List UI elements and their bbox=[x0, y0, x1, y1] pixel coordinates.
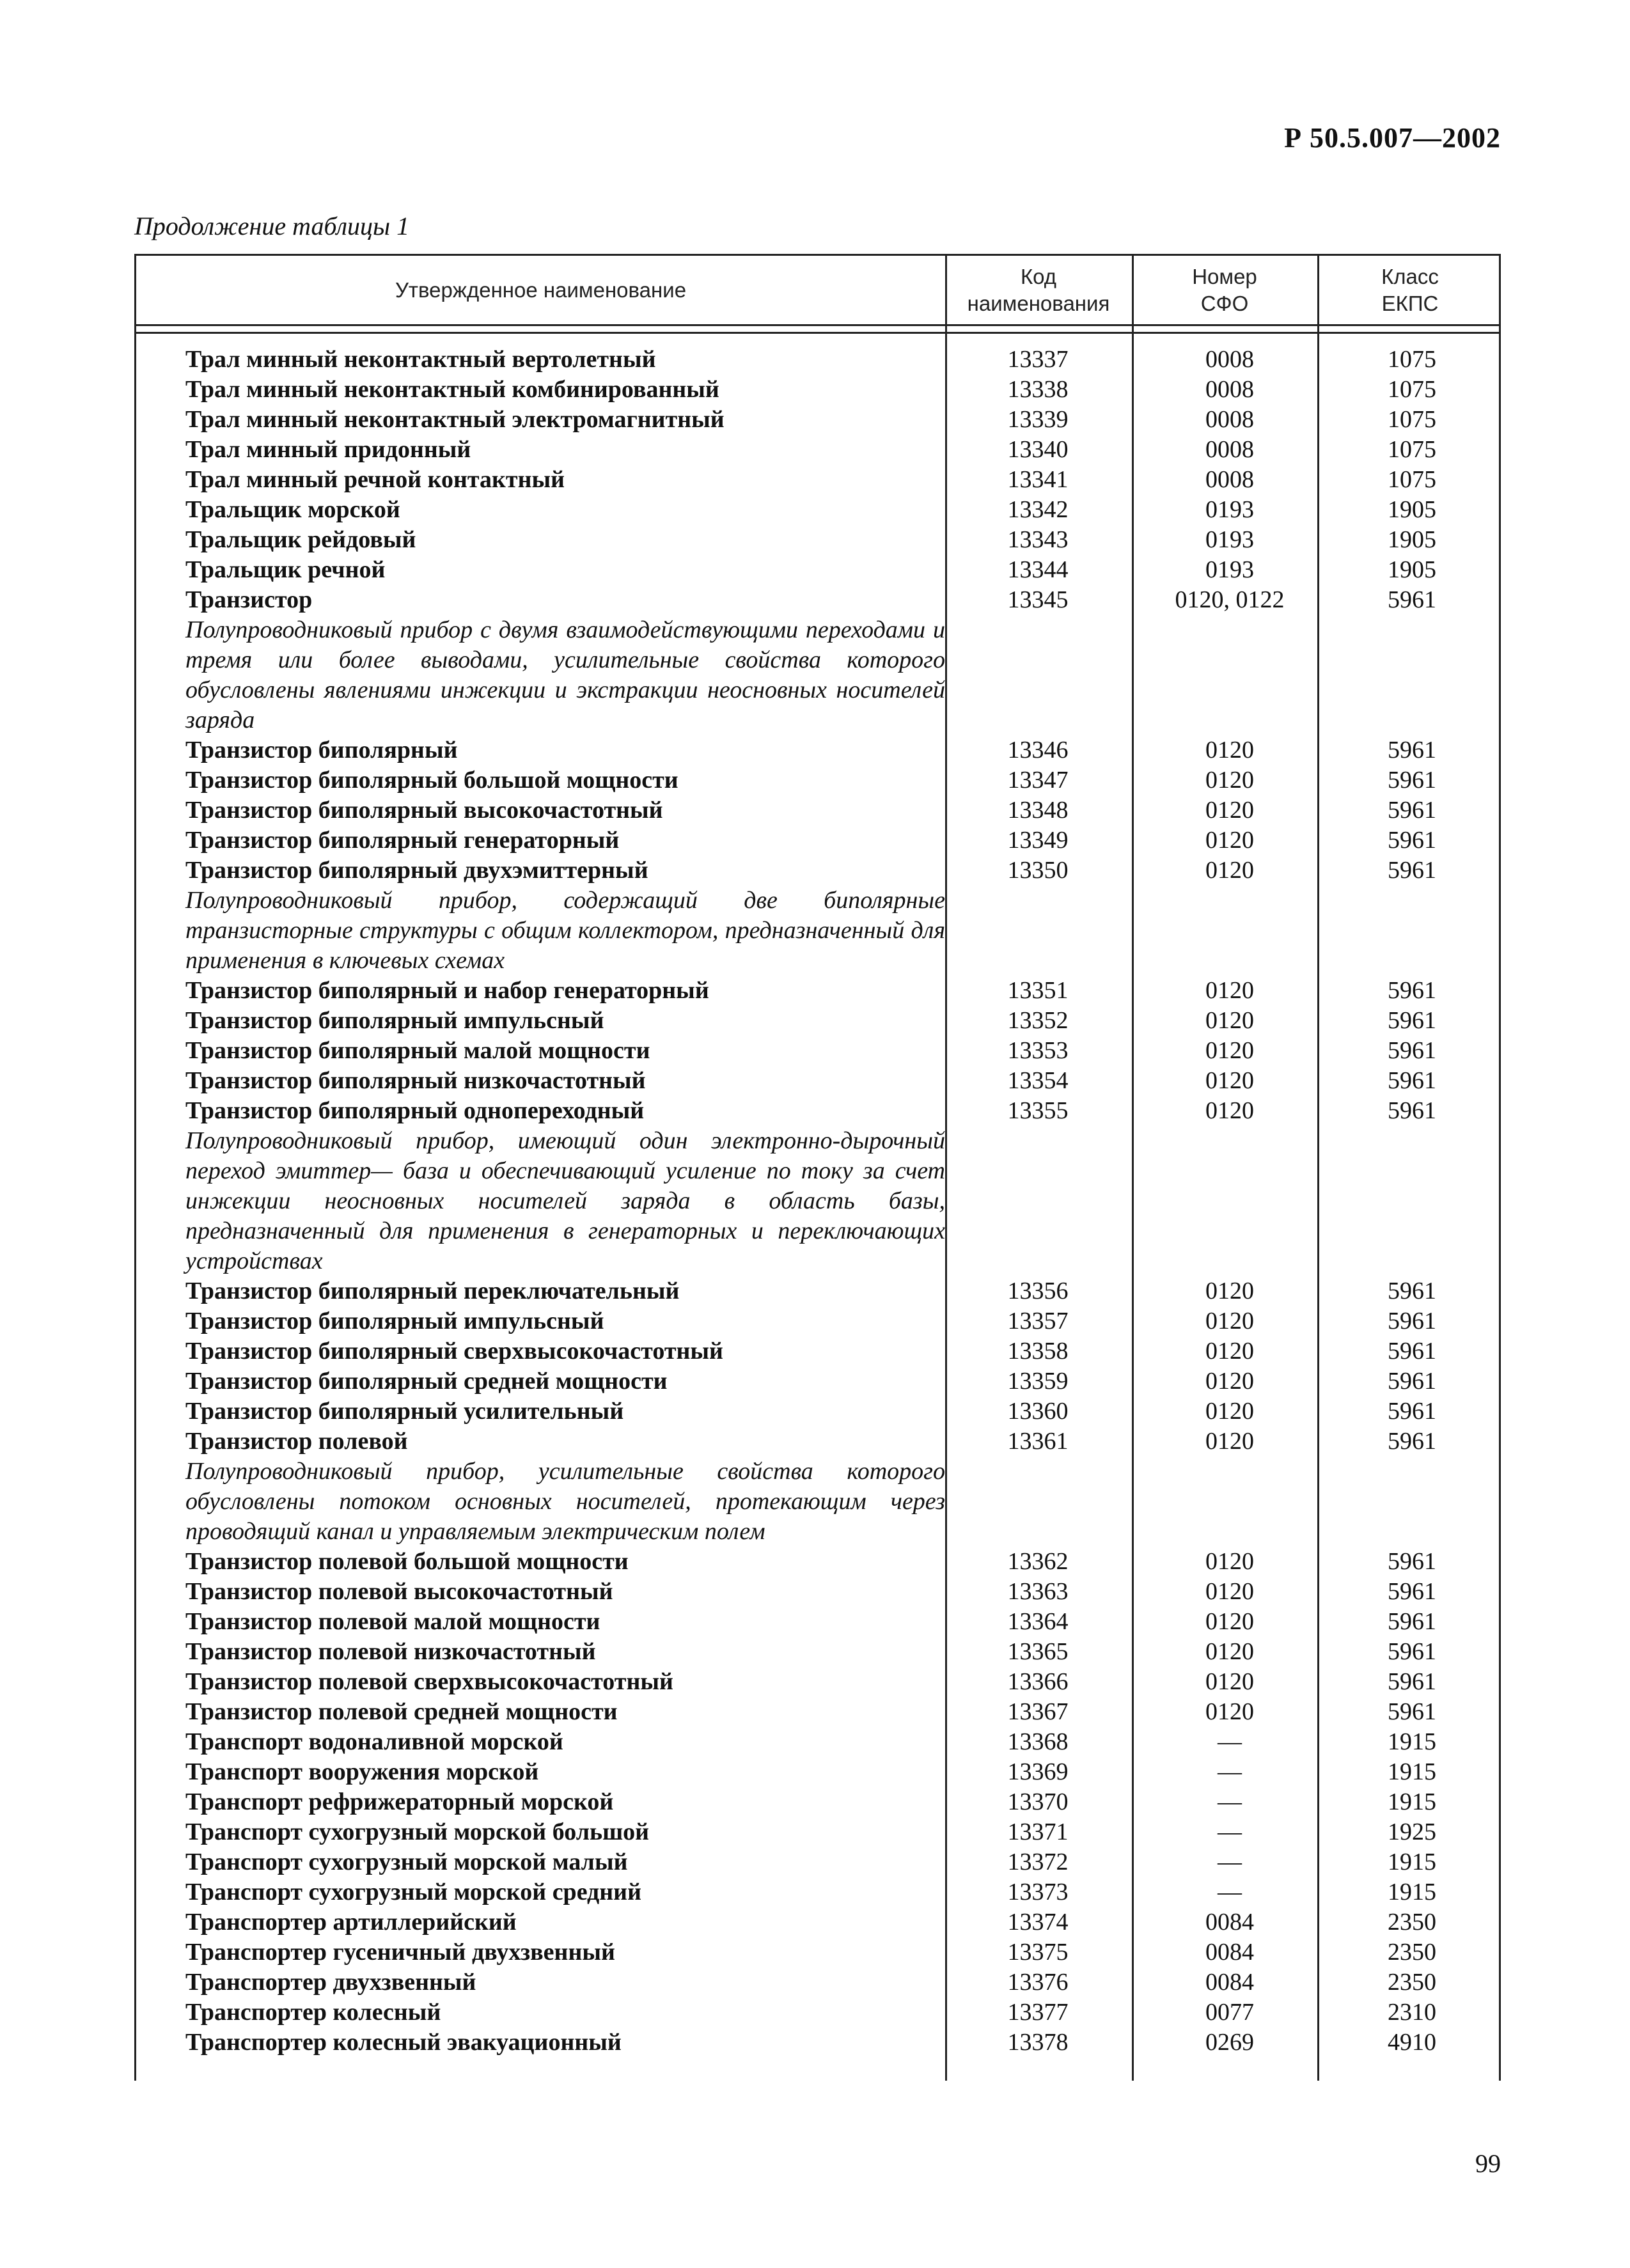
item-code: 13363 bbox=[1007, 1578, 1069, 1605]
item-ekps: 1915 bbox=[1388, 1788, 1436, 1815]
table-row bbox=[136, 1757, 1499, 1787]
item-name: Трал минный неконтактный электромагнитный bbox=[185, 406, 725, 433]
item-code: 13344 bbox=[1007, 556, 1069, 583]
table-row bbox=[136, 856, 1499, 886]
item-sfo: 0120 bbox=[1205, 827, 1254, 854]
item-sfo: 0269 bbox=[1205, 2029, 1254, 2056]
table-row bbox=[136, 1967, 1499, 1998]
item-code: 13351 bbox=[1007, 977, 1069, 1004]
item-name: Транзистор биполярный и набор генераторный bbox=[185, 977, 709, 1004]
item-sfo: 0120 bbox=[1205, 1338, 1254, 1365]
item-name: Транзистор биполярный двухэмиттерный bbox=[185, 857, 648, 884]
table-row bbox=[136, 1817, 1499, 1847]
item-name: Транзистор полевой малой мощности bbox=[185, 1608, 600, 1635]
item-name: Транзистор биполярный сверхвысокочастотный bbox=[185, 1338, 723, 1365]
item-sfo: 0120 bbox=[1205, 1308, 1254, 1334]
table-row bbox=[136, 1006, 1499, 1036]
item-ekps: 5961 bbox=[1388, 737, 1436, 763]
table-row bbox=[136, 795, 1499, 825]
item-name: Транспортер артиллерийский bbox=[185, 1909, 517, 1936]
table-body bbox=[136, 345, 1499, 2058]
item-code: 13357 bbox=[1007, 1308, 1069, 1334]
item-ekps: 5961 bbox=[1388, 1368, 1436, 1395]
item-ekps: 5961 bbox=[1388, 1578, 1436, 1605]
item-description: Полупроводниковый прибор, содержащий две биполярные транзисторные структуры с общим коллектором, предназначенный для применения в ключевых схемах bbox=[185, 887, 945, 974]
item-code: 13345 bbox=[1007, 586, 1069, 613]
item-sfo: — bbox=[1218, 1818, 1242, 1845]
item-ekps: 5961 bbox=[1388, 1067, 1436, 1094]
item-code: 13346 bbox=[1007, 737, 1069, 763]
table-row bbox=[136, 976, 1499, 1006]
item-name: Транспорт сухогрузный морской малый bbox=[185, 1849, 628, 1875]
item-sfo: — bbox=[1218, 1728, 1242, 1755]
item-sfo: 0120 bbox=[1205, 1097, 1254, 1124]
item-name: Тральщик рейдовый bbox=[185, 526, 416, 553]
item-code: 13365 bbox=[1007, 1638, 1069, 1665]
item-sfo: 0120 bbox=[1205, 1608, 1254, 1635]
item-sfo: — bbox=[1218, 1849, 1242, 1875]
item-ekps: 5961 bbox=[1388, 1007, 1436, 1034]
item-sfo: 0120 bbox=[1205, 1638, 1254, 1665]
table-row bbox=[136, 1937, 1499, 1967]
item-ekps: 1075 bbox=[1388, 466, 1436, 493]
item-ekps: 5961 bbox=[1388, 1668, 1436, 1695]
table-row bbox=[136, 825, 1499, 856]
item-code: 13337 bbox=[1007, 346, 1069, 373]
item-name: Трал минный неконтактный вертолетный bbox=[185, 346, 656, 373]
item-code: 13341 bbox=[1007, 466, 1069, 493]
item-sfo: 0120 bbox=[1205, 1698, 1254, 1725]
item-code: 13369 bbox=[1007, 1758, 1069, 1785]
table-row bbox=[136, 1096, 1499, 1126]
item-name: Транзистор биполярный импульсный bbox=[185, 1007, 604, 1034]
table-row bbox=[136, 1396, 1499, 1427]
item-sfo: 0193 bbox=[1205, 526, 1254, 553]
item-code: 13343 bbox=[1007, 526, 1069, 553]
header-ekps: Класс ЕКПС bbox=[1381, 264, 1439, 315]
item-sfo: 0120 bbox=[1205, 1578, 1254, 1605]
item-name: Транзистор полевой большой мощности bbox=[185, 1548, 629, 1575]
item-ekps: 5961 bbox=[1388, 827, 1436, 854]
item-name: Транспортер гусеничный двухзвенный bbox=[185, 1939, 615, 1966]
table-header bbox=[136, 254, 1499, 326]
header-double-rule bbox=[136, 332, 1499, 334]
table-row bbox=[136, 1787, 1499, 1817]
header-name: Утвержденное наименование bbox=[395, 278, 687, 302]
item-name: Транспорт рефрижераторный морской bbox=[185, 1788, 614, 1815]
table-row bbox=[136, 735, 1499, 765]
table-row bbox=[136, 1907, 1499, 1937]
item-sfo: 0120 bbox=[1205, 1668, 1254, 1695]
item-name: Трал минный придонный bbox=[185, 436, 471, 463]
item-ekps: 4910 bbox=[1388, 2029, 1436, 2056]
item-name: Транспортер колесный bbox=[185, 1999, 441, 2026]
table-row bbox=[136, 1306, 1499, 1336]
item-sfo: 0077 bbox=[1205, 1999, 1254, 2026]
item-ekps: 5961 bbox=[1388, 767, 1436, 794]
item-sfo: 0120 bbox=[1205, 1037, 1254, 1064]
item-sfo: 0120 bbox=[1205, 767, 1254, 794]
table-row bbox=[136, 1276, 1499, 1306]
item-code: 13362 bbox=[1007, 1548, 1069, 1575]
table-row bbox=[136, 525, 1499, 555]
document-code: Р 50.5.007—2002 bbox=[1284, 122, 1501, 153]
item-name: Транспорт вооружения морской bbox=[185, 1758, 539, 1785]
item-description: Полупроводниковый прибор, имеющий один электронно-дырочный переход эмиттер— база и обеспечивающий усиление по току за счет инжекции неосновных носителей заряда в область базы, предназначенный для применения в генераторных и переключающих устройствах bbox=[185, 1127, 945, 1274]
item-ekps: 5961 bbox=[1388, 1097, 1436, 1124]
table-row bbox=[136, 1366, 1499, 1396]
table-row bbox=[136, 765, 1499, 795]
item-name: Тральщик речной bbox=[185, 556, 386, 583]
item-code: 13358 bbox=[1007, 1338, 1069, 1365]
item-code: 13366 bbox=[1007, 1668, 1069, 1695]
header-sfo: Номер СФО bbox=[1192, 264, 1257, 315]
item-ekps: 5961 bbox=[1388, 797, 1436, 824]
item-name: Трал минный неконтактный комбинированный bbox=[185, 376, 719, 403]
item-name: Транзистор биполярный генераторный bbox=[185, 827, 620, 854]
item-code: 13355 bbox=[1007, 1097, 1069, 1124]
item-code: 13340 bbox=[1007, 436, 1069, 463]
item-name: Транзистор биполярный переключательный bbox=[185, 1278, 680, 1304]
item-ekps: 5961 bbox=[1388, 1638, 1436, 1665]
item-code: 13372 bbox=[1007, 1849, 1069, 1875]
item-name: Транспорт сухогрузный морской большой bbox=[185, 1818, 650, 1845]
page-number: 99 bbox=[1475, 2149, 1501, 2178]
item-ekps: 1915 bbox=[1388, 1879, 1436, 1905]
item-sfo: — bbox=[1218, 1879, 1242, 1905]
item-code: 13354 bbox=[1007, 1067, 1069, 1094]
item-name: Транзистор биполярный bbox=[185, 737, 458, 763]
table bbox=[134, 254, 1501, 2081]
item-code: 13377 bbox=[1007, 1999, 1069, 2026]
item-ekps: 5961 bbox=[1388, 977, 1436, 1004]
item-ekps: 1905 bbox=[1388, 496, 1436, 523]
item-code: 13374 bbox=[1007, 1909, 1069, 1936]
item-ekps: 5961 bbox=[1388, 1037, 1436, 1064]
item-ekps: 1915 bbox=[1388, 1728, 1436, 1755]
table-row bbox=[136, 1637, 1499, 1667]
table-row bbox=[136, 1547, 1499, 1577]
item-sfo: 0193 bbox=[1205, 496, 1254, 523]
item-sfo: 0084 bbox=[1205, 1969, 1254, 1996]
item-sfo: 0120 bbox=[1205, 1398, 1254, 1425]
table-row bbox=[136, 465, 1499, 495]
item-name: Транзистор биполярный усилительный bbox=[185, 1398, 624, 1425]
table-row bbox=[136, 1667, 1499, 1697]
item-ekps: 2350 bbox=[1388, 1969, 1436, 1996]
item-description: Полупроводниковый прибор с двумя взаимодействующими переходами и тремя или более выводами, усилительные свойства которого обусловлены явлениями инжекции и экстракции неосновных носителей заряда bbox=[185, 616, 945, 733]
item-name: Транзистор биполярный импульсный bbox=[185, 1308, 604, 1334]
item-name: Транспортер колесный эвакуационный bbox=[185, 2029, 622, 2056]
item-code: 13342 bbox=[1007, 496, 1069, 523]
table-row bbox=[136, 1727, 1499, 1757]
item-name: Транзистор bbox=[185, 586, 313, 613]
item-code: 13368 bbox=[1007, 1728, 1069, 1755]
item-sfo: 0120 bbox=[1205, 1368, 1254, 1395]
item-description: Полупроводниковый прибор, усилительные свойства которого обусловлены потоком основных носителей, протекающим через проводящий канал и управляемым электрическим полем bbox=[185, 1458, 945, 1545]
item-ekps: 5961 bbox=[1388, 1308, 1436, 1334]
item-name: Транзистор биполярный средней мощности bbox=[185, 1368, 668, 1395]
table-row bbox=[136, 405, 1499, 435]
item-sfo: 0084 bbox=[1205, 1939, 1254, 1966]
table-row bbox=[136, 1066, 1499, 1096]
item-code: 13339 bbox=[1007, 406, 1069, 433]
item-code: 13356 bbox=[1007, 1278, 1069, 1304]
item-sfo: 0120 bbox=[1205, 977, 1254, 1004]
table-row bbox=[136, 1427, 1499, 1457]
item-sfo: 0008 bbox=[1205, 436, 1254, 463]
item-sfo: 0008 bbox=[1205, 406, 1254, 433]
item-ekps: 1075 bbox=[1388, 436, 1436, 463]
item-sfo: 0120 bbox=[1205, 1007, 1254, 1034]
item-code: 13361 bbox=[1007, 1428, 1069, 1455]
item-name: Транзистор полевой низкочастотный bbox=[185, 1638, 596, 1665]
item-name: Транзистор полевой bbox=[185, 1428, 408, 1455]
item-ekps: 2350 bbox=[1388, 1939, 1436, 1966]
header-code: Код наименования bbox=[967, 264, 1110, 315]
item-code: 13371 bbox=[1007, 1818, 1069, 1845]
item-sfo: — bbox=[1218, 1788, 1242, 1815]
table-row bbox=[136, 1577, 1499, 1607]
table-row bbox=[136, 1607, 1499, 1637]
item-name: Транзистор биполярный высокочастотный bbox=[185, 797, 663, 824]
item-sfo: 0008 bbox=[1205, 376, 1254, 403]
item-code: 13376 bbox=[1007, 1969, 1069, 1996]
item-name: Транспортер двухзвенный bbox=[185, 1969, 476, 1996]
item-ekps: 1925 bbox=[1388, 1818, 1436, 1845]
item-code: 13352 bbox=[1007, 1007, 1069, 1034]
item-ekps: 1915 bbox=[1388, 1758, 1436, 1785]
item-code: 13373 bbox=[1007, 1879, 1069, 1905]
item-code: 13378 bbox=[1007, 2029, 1069, 2056]
item-name: Транзистор биполярный большой мощности bbox=[185, 767, 678, 794]
item-sfo: 0120 bbox=[1205, 737, 1254, 763]
table-row bbox=[136, 1998, 1499, 2028]
item-sfo: 0120 bbox=[1205, 1067, 1254, 1094]
item-code: 13360 bbox=[1007, 1398, 1069, 1425]
item-ekps: 1075 bbox=[1388, 346, 1436, 373]
item-name: Трал минный речной контактный bbox=[185, 466, 565, 493]
item-ekps: 1915 bbox=[1388, 1849, 1436, 1875]
item-sfo: 0008 bbox=[1205, 346, 1254, 373]
item-code: 13349 bbox=[1007, 827, 1069, 854]
item-sfo: 0008 bbox=[1205, 466, 1254, 493]
item-name: Тральщик морской bbox=[185, 496, 400, 523]
table-caption: Продолжение таблицы 1 bbox=[134, 212, 410, 240]
item-code: 13348 bbox=[1007, 797, 1069, 824]
item-sfo: 0120 bbox=[1205, 1548, 1254, 1575]
table-row bbox=[136, 1336, 1499, 1366]
table-row bbox=[136, 1877, 1499, 1907]
item-code: 13347 bbox=[1007, 767, 1069, 794]
item-ekps: 5961 bbox=[1388, 1608, 1436, 1635]
item-code: 13370 bbox=[1007, 1788, 1069, 1815]
item-ekps: 5961 bbox=[1388, 586, 1436, 613]
item-sfo: 0120 bbox=[1205, 1428, 1254, 1455]
item-name: Транспорт водоналивной морской bbox=[185, 1728, 563, 1755]
table-row bbox=[136, 375, 1499, 405]
table-row bbox=[136, 1697, 1499, 1727]
table-row bbox=[136, 1036, 1499, 1066]
item-sfo: 0193 bbox=[1205, 556, 1254, 583]
item-sfo: 0120 bbox=[1205, 857, 1254, 884]
item-sfo: 0120 bbox=[1205, 1278, 1254, 1304]
item-ekps: 5961 bbox=[1388, 1398, 1436, 1425]
item-code: 13364 bbox=[1007, 1608, 1069, 1635]
item-name: Транзистор биполярный малой мощности bbox=[185, 1037, 650, 1064]
item-name: Транзистор полевой сверхвысокочастотный bbox=[185, 1668, 673, 1695]
table-row bbox=[136, 585, 1499, 615]
item-code: 13350 bbox=[1007, 857, 1069, 884]
item-name: Транзистор биполярный низкочастотный bbox=[185, 1067, 646, 1094]
table-row bbox=[136, 555, 1499, 585]
item-ekps: 5961 bbox=[1388, 1698, 1436, 1725]
table-row bbox=[136, 435, 1499, 465]
table-row bbox=[136, 495, 1499, 525]
item-sfo: 0120 bbox=[1205, 797, 1254, 824]
item-code: 13367 bbox=[1007, 1698, 1069, 1725]
table-row bbox=[136, 345, 1499, 375]
item-ekps: 1075 bbox=[1388, 376, 1436, 403]
table-row bbox=[136, 2028, 1499, 2058]
item-ekps: 1905 bbox=[1388, 556, 1436, 583]
item-code: 13353 bbox=[1007, 1037, 1069, 1064]
item-code: 13375 bbox=[1007, 1939, 1069, 1966]
item-ekps: 5961 bbox=[1388, 1428, 1436, 1455]
item-ekps: 1905 bbox=[1388, 526, 1436, 553]
item-ekps: 1075 bbox=[1388, 406, 1436, 433]
item-name: Транспорт сухогрузный морской средний bbox=[185, 1879, 641, 1905]
item-ekps: 5961 bbox=[1388, 1548, 1436, 1575]
item-ekps: 5961 bbox=[1388, 1338, 1436, 1365]
item-ekps: 5961 bbox=[1388, 1278, 1436, 1304]
item-sfo: 0084 bbox=[1205, 1909, 1254, 1936]
item-name: Транзистор полевой высокочастотный bbox=[185, 1578, 613, 1605]
item-sfo: — bbox=[1218, 1758, 1242, 1785]
item-ekps: 2350 bbox=[1388, 1909, 1436, 1936]
item-name: Транзистор полевой средней мощности bbox=[185, 1698, 618, 1725]
table-row bbox=[136, 1847, 1499, 1877]
item-ekps: 5961 bbox=[1388, 857, 1436, 884]
item-sfo: 0120, 0122 bbox=[1175, 586, 1285, 613]
item-name: Транзистор биполярный однопереходный bbox=[185, 1097, 645, 1124]
item-code: 13338 bbox=[1007, 376, 1069, 403]
item-code: 13359 bbox=[1007, 1368, 1069, 1395]
item-ekps: 2310 bbox=[1388, 1999, 1436, 2026]
